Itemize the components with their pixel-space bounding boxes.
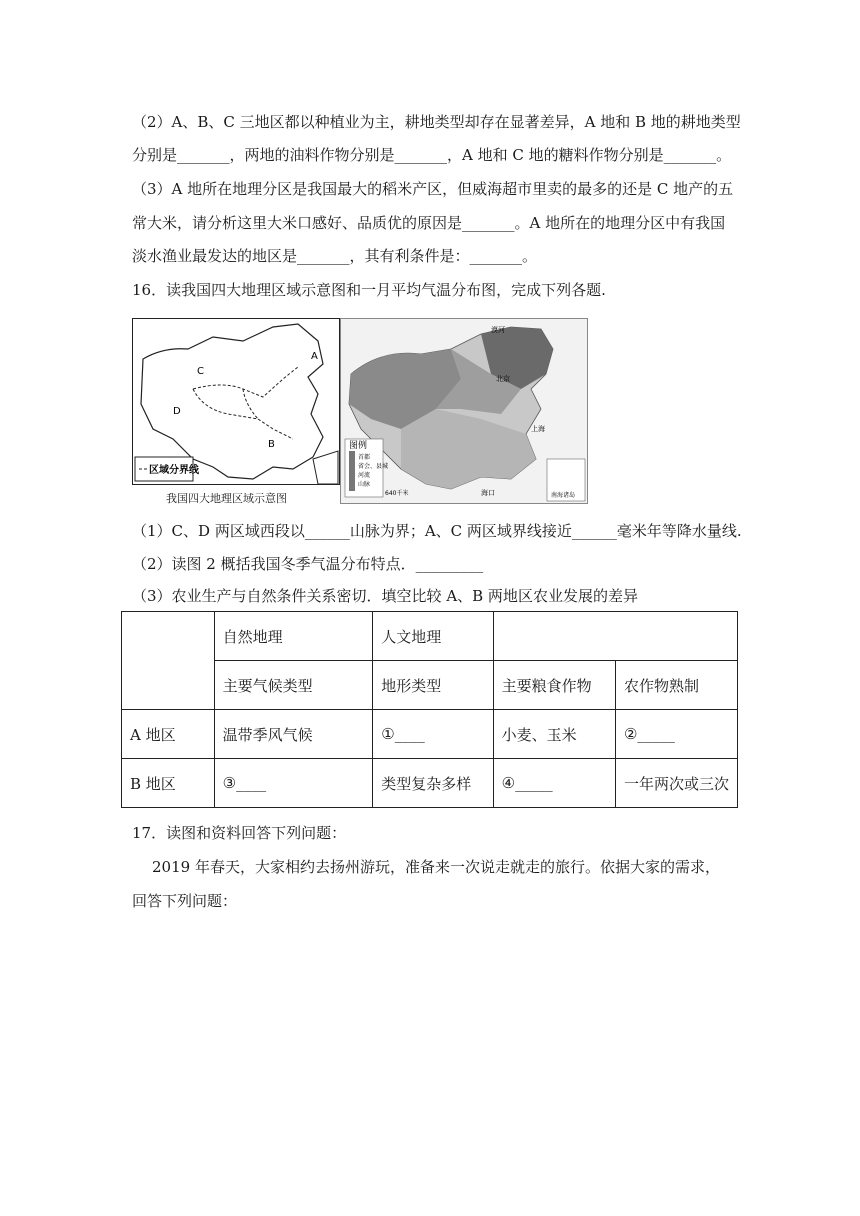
- legend-item-capital: 首都: [358, 454, 371, 461]
- region-label-c: C: [197, 366, 204, 377]
- header-natural: 自然地理: [214, 612, 373, 661]
- region-map-figure: [132, 318, 340, 485]
- table-cell: ②_____: [615, 710, 737, 759]
- temperature-legend-title: 图例: [349, 441, 368, 451]
- table-row: [122, 759, 738, 808]
- region-label-b: B: [268, 439, 275, 450]
- legend-item-city: 省会、县城: [358, 463, 389, 470]
- region-map-drawing: [133, 319, 339, 484]
- q17-paragraph-line2: 回答下列问题：: [132, 892, 238, 910]
- january-temperature-map: [340, 318, 588, 504]
- temperature-map-drawing: [341, 319, 587, 503]
- table-row: [122, 612, 738, 661]
- city-label-mohe: 漠河: [491, 326, 505, 334]
- legend-item-river: 河流: [358, 472, 371, 479]
- table-cell: 类型复杂多样: [373, 759, 493, 808]
- table-cell: ③____: [214, 759, 373, 808]
- q16-subquestion-1: （1）C、D 两区域西段以______山脉为界；A、C 两区域界线接近______毫米年等降水量线.: [132, 522, 742, 540]
- table-cell: ④_____: [493, 759, 615, 808]
- city-label-beijing: 北京: [496, 375, 510, 383]
- table-cell: 温带季风气候: [214, 710, 373, 759]
- q15-part2-line2: 分别是_______，两地的油料作物分别是_______，A 地和 C 地的糖料作物分别是_______。: [132, 146, 732, 164]
- q15-part3-line2: 常大米，请分析这里大米口感好、品质优的原因是_______。A 地所在的地理分区中有我国: [132, 214, 726, 232]
- header-empty: [493, 612, 737, 661]
- legend-item-mountain: 山脉: [358, 481, 371, 488]
- table-corner-cell: [122, 612, 215, 710]
- table-cell: A 地区: [122, 710, 215, 759]
- south-sea-inset-label: 南海诸岛: [551, 492, 576, 499]
- region-map-caption: 我国四大地理区域示意图: [166, 492, 287, 505]
- region-label-d: D: [173, 406, 181, 417]
- table-row: [122, 661, 738, 710]
- header-human: 人文地理: [373, 612, 493, 661]
- q16-figures: [132, 318, 587, 508]
- q17-paragraph-line1: 2019 年春天，大家相约去扬州游玩，准备来一次说走就走的旅行。依据大家的需求，: [152, 858, 720, 876]
- header-grain: 主要粮食作物: [493, 661, 615, 710]
- q15-part3-line3: 淡水渔业最发达的地区是_______，其有利条件是：_______。: [132, 247, 538, 265]
- city-label-haikou: 海口: [481, 489, 495, 497]
- header-cropping: 农作物熟制: [615, 661, 737, 710]
- q17-title: 17．读图和资料回答下列问题：: [132, 824, 347, 842]
- q15-part2-line1: （2）A、B、C 三地区都以种植业为主，耕地类型却存在显著差异，A 地和 B 地的耕地类型: [132, 113, 741, 131]
- table-cell: 一年两次或三次: [615, 759, 737, 808]
- header-terrain: 地形类型: [373, 661, 493, 710]
- q16-title: 16．读我国四大地理区域示意图和一月平均气温分布图，完成下列各题.: [132, 281, 606, 299]
- q15-part3-line1: （3）A 地所在地理分区是我国最大的稻米产区，但威海超市里卖的最多的还是 C 地产的五: [132, 180, 734, 198]
- region-map-legend: 区域分界线: [149, 465, 199, 476]
- table-row: [122, 710, 738, 759]
- region-label-a: A: [311, 351, 318, 362]
- table-cell: 小麦、玉米: [493, 710, 615, 759]
- q16-subquestion-2: （2）读图 2 概括我国冬季气温分布特点．_________: [132, 555, 484, 573]
- city-label-shanghai: 上海: [531, 425, 545, 433]
- temperature-map-scale: 640千米: [385, 490, 409, 497]
- q16-subquestion-3: （3）农业生产与自然条件关系密切．填空比较 A、B 两地区农业发展的差异: [132, 587, 638, 605]
- table-cell: B 地区: [122, 759, 215, 808]
- agriculture-comparison-table: [121, 611, 738, 808]
- table-cell: ①____: [373, 710, 493, 759]
- header-climate: 主要气候类型: [214, 661, 373, 710]
